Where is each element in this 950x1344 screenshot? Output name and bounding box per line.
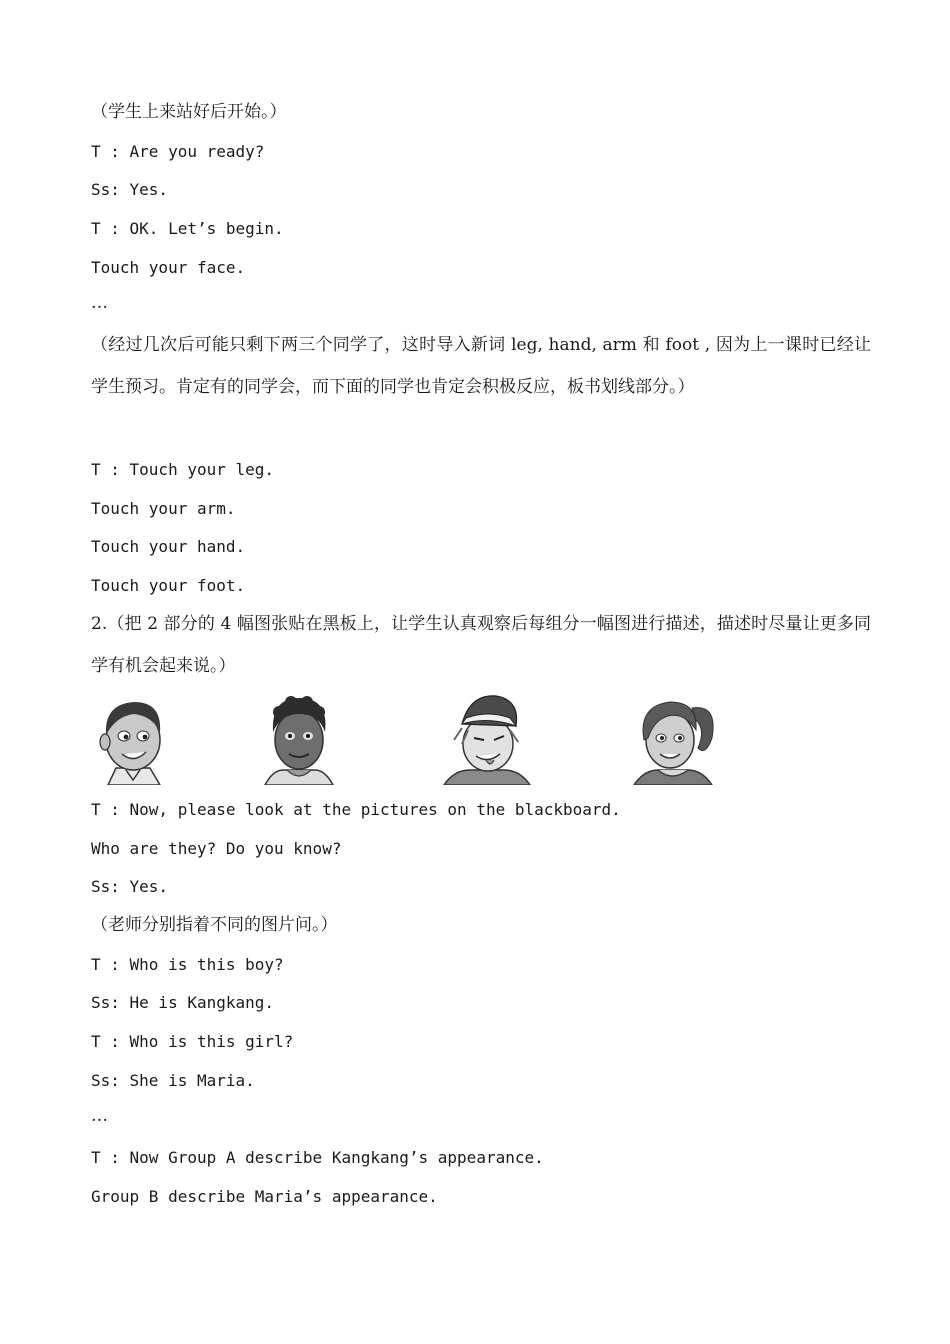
dialogue-line: T : Now, please look at the pictures on the blackboard. bbox=[91, 800, 621, 819]
dialogue-line: Touch your face. bbox=[91, 258, 246, 277]
stage-direction-line: （老师分别指着不同的图片问。） bbox=[91, 915, 338, 935]
boy-kangkang-icon bbox=[88, 690, 183, 785]
dialogue-line: Ss: She is Maria. bbox=[91, 1071, 255, 1090]
boy-cap-icon bbox=[440, 690, 535, 785]
girl-maria-icon bbox=[626, 690, 721, 785]
stage-direction-line: （学生上来站好后开始。） bbox=[91, 102, 287, 122]
dialogue-line: Group B describe Maria’s appearance. bbox=[91, 1187, 438, 1206]
dialogue-line: Touch your foot. bbox=[91, 576, 246, 595]
dialogue-line: Ss: Yes. bbox=[91, 877, 169, 896]
ellipsis-line: … bbox=[91, 293, 108, 313]
pictures-row bbox=[88, 690, 788, 785]
dialogue-line: T : OK. Let’s begin. bbox=[91, 219, 284, 238]
dialogue-line: Touch your hand. bbox=[91, 537, 246, 556]
dialogue-line: T : Touch your leg. bbox=[91, 460, 275, 479]
dialogue-line: Touch your arm. bbox=[91, 499, 236, 518]
ellipsis-line: … bbox=[91, 1106, 108, 1126]
dialogue-line: T : Now Group A describe Kangkang’s appearance. bbox=[91, 1148, 544, 1167]
stage-direction-paragraph: （经过几次后可能只剩下两三个同学了，这时导入新词 leg, hand, arm 和 foot , 因为上一课时已经让学生预习。肯定有的同学会，而下面的同学也肯定会积极反应，板书划线部分。） bbox=[91, 335, 871, 397]
boy-curly-hair-icon bbox=[253, 690, 348, 785]
dialogue-line: T : Who is this girl? bbox=[91, 1032, 294, 1051]
dialogue-line: Ss: He is Kangkang. bbox=[91, 993, 275, 1012]
dialogue-line: T : Who is this boy? bbox=[91, 955, 284, 974]
dialogue-line: T : Are you ready? bbox=[91, 142, 265, 161]
step-two-paragraph: 2.（把 2 部分的 4 幅图张贴在黑板上，让学生认真观察后每组分一幅图进行描述，描述时尽量让更多同学有机会起来说。） bbox=[91, 614, 871, 676]
dialogue-line: Who are they? Do you know? bbox=[91, 839, 342, 858]
dialogue-line: Ss: Yes. bbox=[91, 180, 169, 199]
